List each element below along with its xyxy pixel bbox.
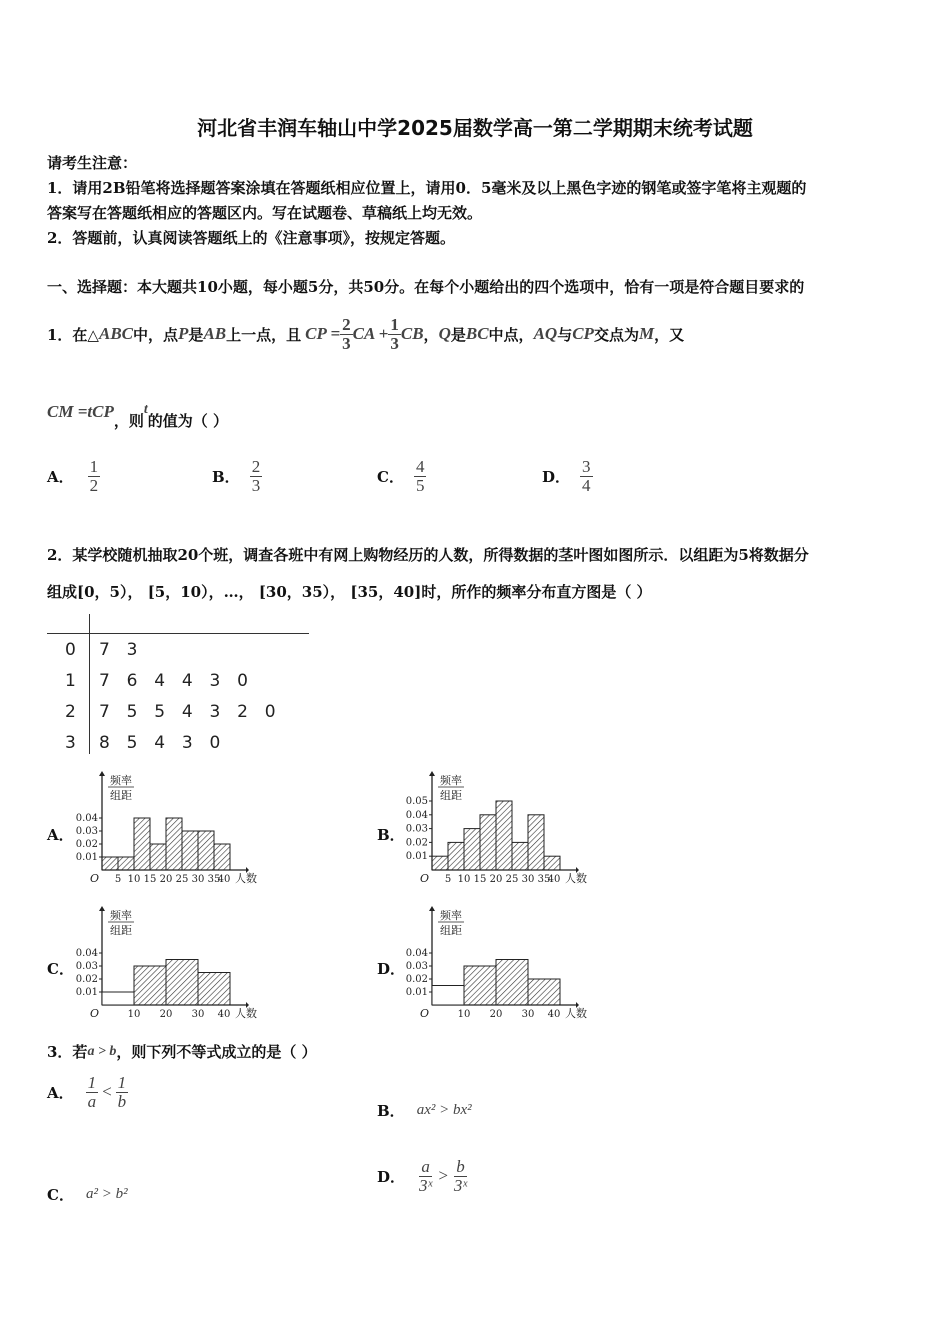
question-3-stem	[47, 1041, 317, 1062]
frac-num: 2	[251, 457, 261, 476]
y-tick-label: 0.05	[405, 796, 428, 807]
q3-option-a[interactable]	[47, 1074, 128, 1111]
option-label: A．	[47, 1083, 74, 1102]
q1-number: 1．在△	[47, 325, 99, 344]
x-tick-label: 30	[191, 874, 205, 885]
histogram-bar	[448, 842, 464, 870]
option-label: C．	[47, 960, 74, 978]
histogram-bar	[432, 856, 448, 870]
page-title: 河北省丰润车轴山中学2025届数学高一第二学期期末统考试题	[197, 116, 753, 140]
option-label: C．	[47, 1186, 74, 1204]
frac-num: 4	[415, 457, 425, 476]
origin-label: O	[90, 1007, 100, 1020]
notice-line-1: 1．请用2B铅笔将选择题答案涂填在答题纸相应位置上，请用0．5毫米及以上黑色字迹的钢笔或签字笔将主观题的	[47, 179, 807, 197]
option-fraction	[417, 1158, 434, 1195]
histogram-bar	[464, 966, 496, 1005]
frac-den: b	[117, 1091, 127, 1111]
q1-text: 是	[450, 325, 466, 344]
stem-value: 2	[65, 702, 76, 722]
y-tick-label: 0.04	[75, 813, 98, 824]
q1-fraction-one-third	[388, 316, 401, 353]
x-tick-label: 10	[457, 1009, 471, 1020]
q1-option-b[interactable]	[212, 458, 262, 495]
y-axis-arrow	[429, 906, 435, 911]
x-tick-label: 40	[217, 874, 231, 885]
q3-option-c[interactable]	[47, 1184, 128, 1205]
q1-text: 是	[188, 325, 204, 344]
q1-text: 与	[557, 325, 573, 344]
histogram-bar	[166, 818, 182, 870]
x-tick-label: 30	[521, 874, 535, 885]
stem-leaf-top-rule	[47, 633, 309, 634]
histogram-bar	[134, 966, 166, 1005]
x-tick-label: 20	[489, 1009, 503, 1020]
frac-den: 3	[342, 333, 351, 353]
notice-line-3: 2．答题前，认真阅读答题纸上的《注意事项》，按规定答题。	[47, 229, 455, 247]
histogram-bar	[102, 857, 118, 870]
y-axis-arrow	[99, 906, 105, 911]
option-label: B．	[377, 826, 405, 844]
frac-den: 3	[251, 475, 261, 495]
option-fraction	[414, 458, 427, 495]
origin-label: O	[420, 1007, 430, 1020]
frac-den: 3ˣ	[419, 1175, 433, 1195]
q1-text: ，则	[113, 412, 144, 430]
x-tick-label: 30	[191, 1009, 205, 1020]
x-tick-label: 25	[175, 874, 189, 885]
origin-label: O	[90, 872, 100, 885]
option-fraction	[88, 458, 101, 495]
option-expr: ax² > bx²	[416, 1102, 472, 1118]
x-tick-label: 40	[217, 1009, 231, 1020]
x-tick-label: 15	[143, 874, 157, 885]
y-tick-label: 0.01	[405, 987, 428, 998]
section-heading: 一、选择题：本大题共10小题，每小题5分，共50分。在每个小题给出的四个选项中，恰有一项是符合题目要求的	[47, 278, 805, 296]
y-tick-label: 0.04	[405, 948, 428, 959]
q1-q: Q	[438, 324, 451, 343]
x-tick-label: 10	[457, 874, 471, 885]
option-fraction	[580, 458, 593, 495]
option-fraction	[250, 458, 263, 495]
q3-option-b[interactable]	[377, 1100, 472, 1121]
x-tick-label: 25	[505, 874, 519, 885]
question-1-stem-cont	[47, 402, 228, 431]
y-label-bottom: 组距	[440, 789, 462, 802]
frac-den: a	[87, 1091, 97, 1111]
q3-condition: a > b	[87, 1043, 117, 1059]
q1-cm: CM =tCP	[47, 402, 114, 421]
q1-ab: AB	[203, 324, 227, 343]
y-tick-label: 0.04	[405, 809, 428, 821]
x-axis-label: 人数	[235, 872, 257, 885]
q1-text: ，又	[654, 325, 685, 344]
q1-cp-lhs: CP =	[305, 324, 341, 343]
q1-option-c[interactable]	[377, 458, 426, 495]
question-2-line-2: 组成[0，5）， [5，10），…， [30，35）， [35，40]时，所作的频率分布直方图是（ ）	[47, 583, 652, 601]
leaf-values: 7 6 4 4 3 0	[99, 671, 250, 691]
y-tick-label: 0.03	[405, 961, 428, 972]
q1-cb: CB	[400, 324, 424, 343]
frac-num: b	[456, 1157, 465, 1176]
frac-den: 5	[415, 475, 425, 495]
y-tick-label: 0.01	[75, 852, 98, 863]
x-tick-label: 20	[489, 874, 503, 885]
origin-label: O	[420, 872, 430, 885]
histogram-bar	[512, 842, 528, 870]
option-label: B．	[377, 1102, 405, 1120]
q3-option-d[interactable]	[377, 1158, 469, 1195]
x-tick-label: 35	[207, 874, 221, 885]
histogram-bar	[464, 829, 480, 870]
frac-den: 4	[582, 475, 591, 495]
histogram-bar	[198, 831, 214, 870]
option-label: A．	[47, 467, 74, 486]
q2-option-d-label-wrap[interactable]	[377, 958, 405, 979]
q1-cp: CP	[572, 324, 594, 343]
histogram-c[interactable]	[74, 905, 257, 1023]
y-tick-label: 0.03	[75, 826, 98, 837]
y-tick-label: 0.01	[405, 851, 428, 863]
histogram-a[interactable]	[74, 770, 257, 888]
y-tick-label: 0.02	[75, 839, 98, 850]
option-expr: a² > b²	[85, 1186, 128, 1202]
frac-num: 1	[87, 1073, 97, 1092]
frac-num: 3	[582, 457, 591, 476]
x-tick-label: 40	[547, 874, 561, 885]
x-tick-label: 5	[114, 874, 122, 885]
histogram-bar	[432, 986, 464, 1006]
histogram-bar	[182, 831, 198, 870]
y-label-bottom: 组距	[110, 924, 132, 937]
q3-number: 3．若	[47, 1043, 88, 1061]
histogram-bar	[102, 992, 134, 1005]
y-tick-label: 0.04	[75, 948, 98, 959]
option-label: D．	[377, 960, 406, 978]
x-tick-label: 10	[127, 1009, 141, 1020]
x-axis-label: 人数	[565, 872, 587, 885]
x-tick-label: 5	[444, 874, 452, 885]
option-label: B．	[212, 467, 240, 486]
histogram-bar	[528, 979, 560, 1005]
q1-bc: BC	[465, 324, 489, 343]
frac-den: 2	[89, 475, 99, 495]
x-tick-label: 10	[127, 874, 141, 885]
x-tick-label: 35	[537, 874, 551, 885]
q1-text: ，	[423, 325, 439, 344]
y-tick-label: 0.03	[75, 961, 98, 972]
stem-leaf-divider	[89, 614, 90, 754]
q1-ca: CA +	[352, 324, 389, 343]
y-label-bottom: 组距	[110, 789, 132, 802]
q1-abc: ABC	[98, 324, 134, 343]
y-tick-label: 0.02	[405, 974, 428, 985]
y-tick-label: 0.02	[405, 837, 428, 849]
leaf-values: 7 5 5 4 3 2 0	[99, 702, 278, 722]
stem-leaf-plot	[47, 614, 309, 758]
y-tick-label: 0.03	[405, 823, 428, 835]
y-label-top: 频率	[110, 909, 132, 922]
q1-p: P	[178, 324, 189, 343]
q1-text: 交点为	[593, 325, 639, 344]
stem-value: 3	[65, 733, 76, 753]
option-label: D．	[542, 467, 571, 486]
q1-text: 上一点，且	[226, 325, 302, 344]
x-axis-label: 人数	[235, 1007, 257, 1020]
histogram-bar	[496, 801, 512, 870]
frac-num: 1	[390, 314, 399, 334]
histogram-b[interactable]	[404, 770, 587, 888]
op: >	[437, 1166, 449, 1186]
y-label-top: 频率	[440, 774, 462, 787]
q2-option-a-label-wrap[interactable]	[47, 824, 74, 845]
y-axis-arrow	[429, 771, 435, 776]
frac-den: 3	[390, 333, 399, 353]
stem-value: 1	[65, 671, 76, 691]
q1-option-d[interactable]	[542, 458, 593, 495]
frac-num: 2	[342, 314, 351, 334]
q1-aq: AQ	[533, 324, 558, 343]
histogram-bar	[118, 857, 134, 870]
q3-text: ，则下列不等式成立的是（ ）	[116, 1043, 317, 1061]
histogram-bar	[480, 815, 496, 870]
histogram-bar	[214, 844, 230, 870]
x-tick-label: 20	[159, 1009, 173, 1020]
histogram-bar	[198, 973, 230, 1006]
q2-option-b-label-wrap[interactable]	[377, 824, 405, 845]
histogram-bar	[166, 960, 198, 1006]
notice-line-2: 答案写在答题纸相应的答题区内。写在试题卷、草稿纸上均无效。	[47, 204, 483, 222]
histogram-bar	[528, 815, 544, 870]
stem-value: 0	[65, 640, 76, 660]
histogram-bar	[150, 844, 166, 870]
option-label: D．	[377, 1167, 406, 1186]
question-1-stem	[47, 302, 684, 366]
leaf-values: 7 3	[99, 640, 140, 660]
x-tick-label: 30	[521, 1009, 535, 1020]
leaf-values: 8 5 4 3 0	[99, 733, 223, 753]
x-tick-label: 40	[547, 1009, 561, 1020]
x-tick-label: 20	[159, 874, 173, 885]
question-2-line-1: 2．某学校随机抽取20个班，调查各班中有网上购物经历的人数，所得数据的茎叶图如图所示．以组距为5将数据分	[47, 546, 809, 564]
q1-fraction-two-thirds	[340, 316, 353, 353]
y-label-top: 频率	[440, 909, 462, 922]
q1-option-a[interactable]	[47, 458, 100, 495]
q2-option-c-label-wrap[interactable]	[47, 958, 74, 979]
x-tick-label: 15	[473, 874, 487, 885]
y-label-top: 频率	[110, 774, 132, 787]
y-axis-arrow	[99, 771, 105, 776]
histogram-bar	[496, 960, 528, 1006]
y-tick-label: 0.02	[75, 974, 98, 985]
frac-den: 3ˣ	[453, 1175, 468, 1195]
option-label: C．	[377, 467, 404, 486]
q1-text: 的值为（ ）	[147, 412, 228, 430]
histogram-bar	[544, 856, 560, 870]
histogram-d[interactable]	[404, 905, 587, 1023]
q1-t: t	[143, 402, 148, 417]
notice-heading: 请考生注意：	[47, 154, 138, 172]
option-fraction	[452, 1158, 469, 1195]
q1-text: 中点，	[488, 325, 534, 344]
op: <	[101, 1082, 113, 1102]
x-axis-label: 人数	[565, 1007, 587, 1020]
histogram-bar	[134, 818, 150, 870]
option-fraction	[116, 1074, 129, 1111]
y-tick-label: 0.01	[75, 987, 98, 998]
q1-m: M	[638, 324, 655, 343]
q1-text: 中，点	[133, 325, 179, 344]
option-label: A．	[47, 826, 74, 844]
frac-num: a	[421, 1157, 430, 1176]
frac-num: 1	[89, 457, 99, 476]
frac-num: 1	[117, 1073, 127, 1092]
option-fraction	[86, 1074, 99, 1111]
y-label-bottom: 组距	[440, 924, 462, 937]
